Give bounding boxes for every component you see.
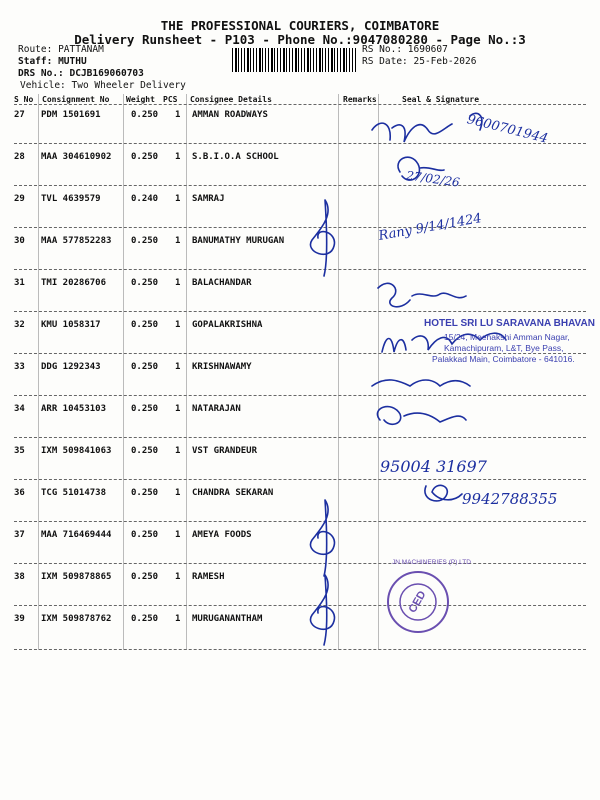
row-sno: 34 bbox=[14, 404, 25, 414]
row-sno: 39 bbox=[14, 614, 25, 624]
route-label: Route: bbox=[18, 44, 53, 55]
row-consignee: RAMESH bbox=[192, 572, 225, 582]
row-weight: 0.250 bbox=[131, 278, 159, 288]
row-consignee: SAMRAJ bbox=[192, 194, 225, 204]
row-weight: 0.250 bbox=[131, 572, 159, 582]
round-seal-center: CED bbox=[406, 588, 429, 616]
handwritten-phone-35: 95004 31697 bbox=[380, 457, 487, 476]
rs-date-value: 25-Feb-2026 bbox=[413, 56, 477, 67]
handwritten-date-28: 27/02/26 bbox=[405, 168, 461, 190]
row-pcs: 1 bbox=[175, 152, 181, 162]
col-remarks: Remarks bbox=[343, 95, 377, 104]
row-consignee: MURUGANANTHAM bbox=[192, 614, 263, 624]
row-pcs: 1 bbox=[175, 362, 181, 372]
col-consignee: Consignee Details bbox=[190, 95, 272, 104]
row-sno: 38 bbox=[14, 572, 25, 582]
row-consignment: TMI 20286706 bbox=[41, 278, 107, 288]
row-pcs: 1 bbox=[175, 488, 181, 498]
hotel-stamp-line3: Palakkad Main, Coimbatore - 641016. bbox=[432, 354, 575, 364]
hotel-stamp bbox=[420, 318, 595, 374]
row-pcs: 1 bbox=[175, 446, 181, 456]
company-title: THE PROFESSIONAL COURIERS, COIMBATORE bbox=[160, 18, 440, 33]
row-sno: 33 bbox=[14, 362, 25, 372]
staff-label: Staff: bbox=[18, 56, 53, 67]
row-sno: 27 bbox=[14, 110, 25, 120]
row-consignment: IXM 509878865 bbox=[41, 572, 112, 582]
signature-27 bbox=[372, 113, 482, 142]
signature-g-clef-29 bbox=[310, 200, 334, 276]
col-consignment: Consignment No bbox=[42, 95, 110, 104]
row-weight: 0.250 bbox=[131, 152, 159, 162]
row-consignee: BANUMATHY MURUGAN bbox=[192, 236, 285, 246]
signature-34 bbox=[377, 407, 466, 425]
row-pcs: 1 bbox=[175, 614, 181, 624]
row-sno: 36 bbox=[14, 488, 25, 498]
signature-33 bbox=[372, 380, 470, 386]
row-consignee: AMMAN ROADWAYS bbox=[192, 110, 268, 120]
row-pcs: 1 bbox=[175, 194, 181, 204]
row-pcs: 1 bbox=[175, 278, 181, 288]
row-pcs: 1 bbox=[175, 572, 181, 582]
vehicle-label: Vehicle: bbox=[20, 80, 66, 91]
row-consignment: IXM 509878762 bbox=[41, 614, 112, 624]
row-sno: 30 bbox=[14, 236, 25, 246]
rs-date-label: RS Date: bbox=[362, 56, 408, 67]
row-consignee: VST GRANDEUR bbox=[192, 446, 258, 456]
row-sno: 32 bbox=[14, 320, 25, 330]
row-sno: 31 bbox=[14, 278, 25, 288]
row-consignment: MAA 716469444 bbox=[41, 530, 112, 540]
row-consignment: ARR 10453103 bbox=[41, 404, 107, 414]
row-consignee: CHANDRA SEKARAN bbox=[192, 488, 274, 498]
row-weight: 0.250 bbox=[131, 488, 159, 498]
row-pcs: 1 bbox=[175, 320, 181, 330]
row-weight: 0.250 bbox=[131, 320, 159, 330]
row-pcs: 1 bbox=[175, 236, 181, 246]
row-consignment: MAA 304610902 bbox=[41, 152, 112, 162]
vehicle-value: Two Wheeler Delivery bbox=[71, 80, 186, 91]
runsheet-title: Delivery Runsheet - P103 - Phone No.:9047080280 - Page No.:3 bbox=[74, 32, 526, 47]
row-consignee: KRISHNAWAMY bbox=[192, 362, 252, 372]
row-consignee: S.B.I.O.A SCHOOL bbox=[192, 152, 279, 162]
route-value: PATTANAM bbox=[58, 44, 104, 55]
signature-g-clef-38 bbox=[310, 575, 334, 645]
row-weight: 0.250 bbox=[131, 530, 159, 540]
row-consignee: AMEYA FOODS bbox=[192, 530, 252, 540]
row-consignment: TVL 4639579 bbox=[41, 194, 101, 204]
hotel-stamp-name: HOTEL SRI LU SARAVANA BHAVAN bbox=[424, 318, 595, 329]
row-consignment: MAA 577852283 bbox=[41, 236, 112, 246]
row-weight: 0.250 bbox=[131, 446, 159, 456]
staff-value: MUTHU bbox=[58, 56, 87, 67]
row-weight: 0.250 bbox=[131, 614, 159, 624]
drs-label: DRS No.: bbox=[18, 68, 64, 79]
col-sno: S No bbox=[14, 95, 34, 104]
col-weight: Weight bbox=[126, 95, 155, 104]
row-consignment: PDM 1501691 bbox=[41, 110, 101, 120]
row-consignment: KMU 1058317 bbox=[41, 320, 101, 330]
row-sno: 35 bbox=[14, 446, 25, 456]
row-sno: 29 bbox=[14, 194, 25, 204]
signature-36 bbox=[425, 485, 462, 501]
row-consignment: DDG 1292343 bbox=[41, 362, 101, 372]
handwritten-phone-27: 9600701944 bbox=[465, 112, 550, 147]
row-pcs: 1 bbox=[175, 404, 181, 414]
rs-no-label: RS No.: bbox=[362, 44, 403, 55]
row-weight: 0.250 bbox=[131, 236, 159, 246]
rs-no-value: 1690607 bbox=[407, 44, 448, 55]
row-pcs: 1 bbox=[175, 530, 181, 540]
round-seal bbox=[386, 559, 471, 634]
row-weight: 0.250 bbox=[131, 362, 159, 372]
signature-g-clef-36 bbox=[310, 500, 334, 576]
row-consignee: BALACHANDAR bbox=[192, 278, 252, 288]
row-consignee: GOPALAKRISHNA bbox=[192, 320, 263, 330]
col-pcs: PCS bbox=[163, 95, 178, 104]
hotel-stamp-line2: Kamachipuram, L&T, Bye Pass, bbox=[444, 343, 564, 353]
handwritten-note-30: Rany 9/14/1424 bbox=[377, 211, 483, 244]
signature-31 bbox=[378, 283, 466, 306]
row-consignee: NATARAJAN bbox=[192, 404, 241, 414]
hotel-stamp-line1: 15/24, Meenakshi Amman Nagar, bbox=[444, 332, 570, 342]
row-weight: 0.250 bbox=[131, 404, 159, 414]
row-weight: 0.250 bbox=[131, 110, 159, 120]
row-weight: 0.240 bbox=[131, 194, 159, 204]
row-sno: 28 bbox=[14, 152, 25, 162]
row-consignment: TCG 51014738 bbox=[41, 488, 107, 498]
row-sno: 37 bbox=[14, 530, 25, 540]
handwritten-phone-36: 9942788355 bbox=[462, 490, 558, 508]
drs-value: DCJB169060703 bbox=[69, 68, 144, 79]
col-seal: Seal & Signature bbox=[402, 95, 480, 104]
round-seal-ring: JN MACHINERIES (P) LTD bbox=[392, 559, 471, 566]
row-pcs: 1 bbox=[175, 110, 181, 120]
row-consignment: IXM 509841063 bbox=[41, 446, 112, 456]
